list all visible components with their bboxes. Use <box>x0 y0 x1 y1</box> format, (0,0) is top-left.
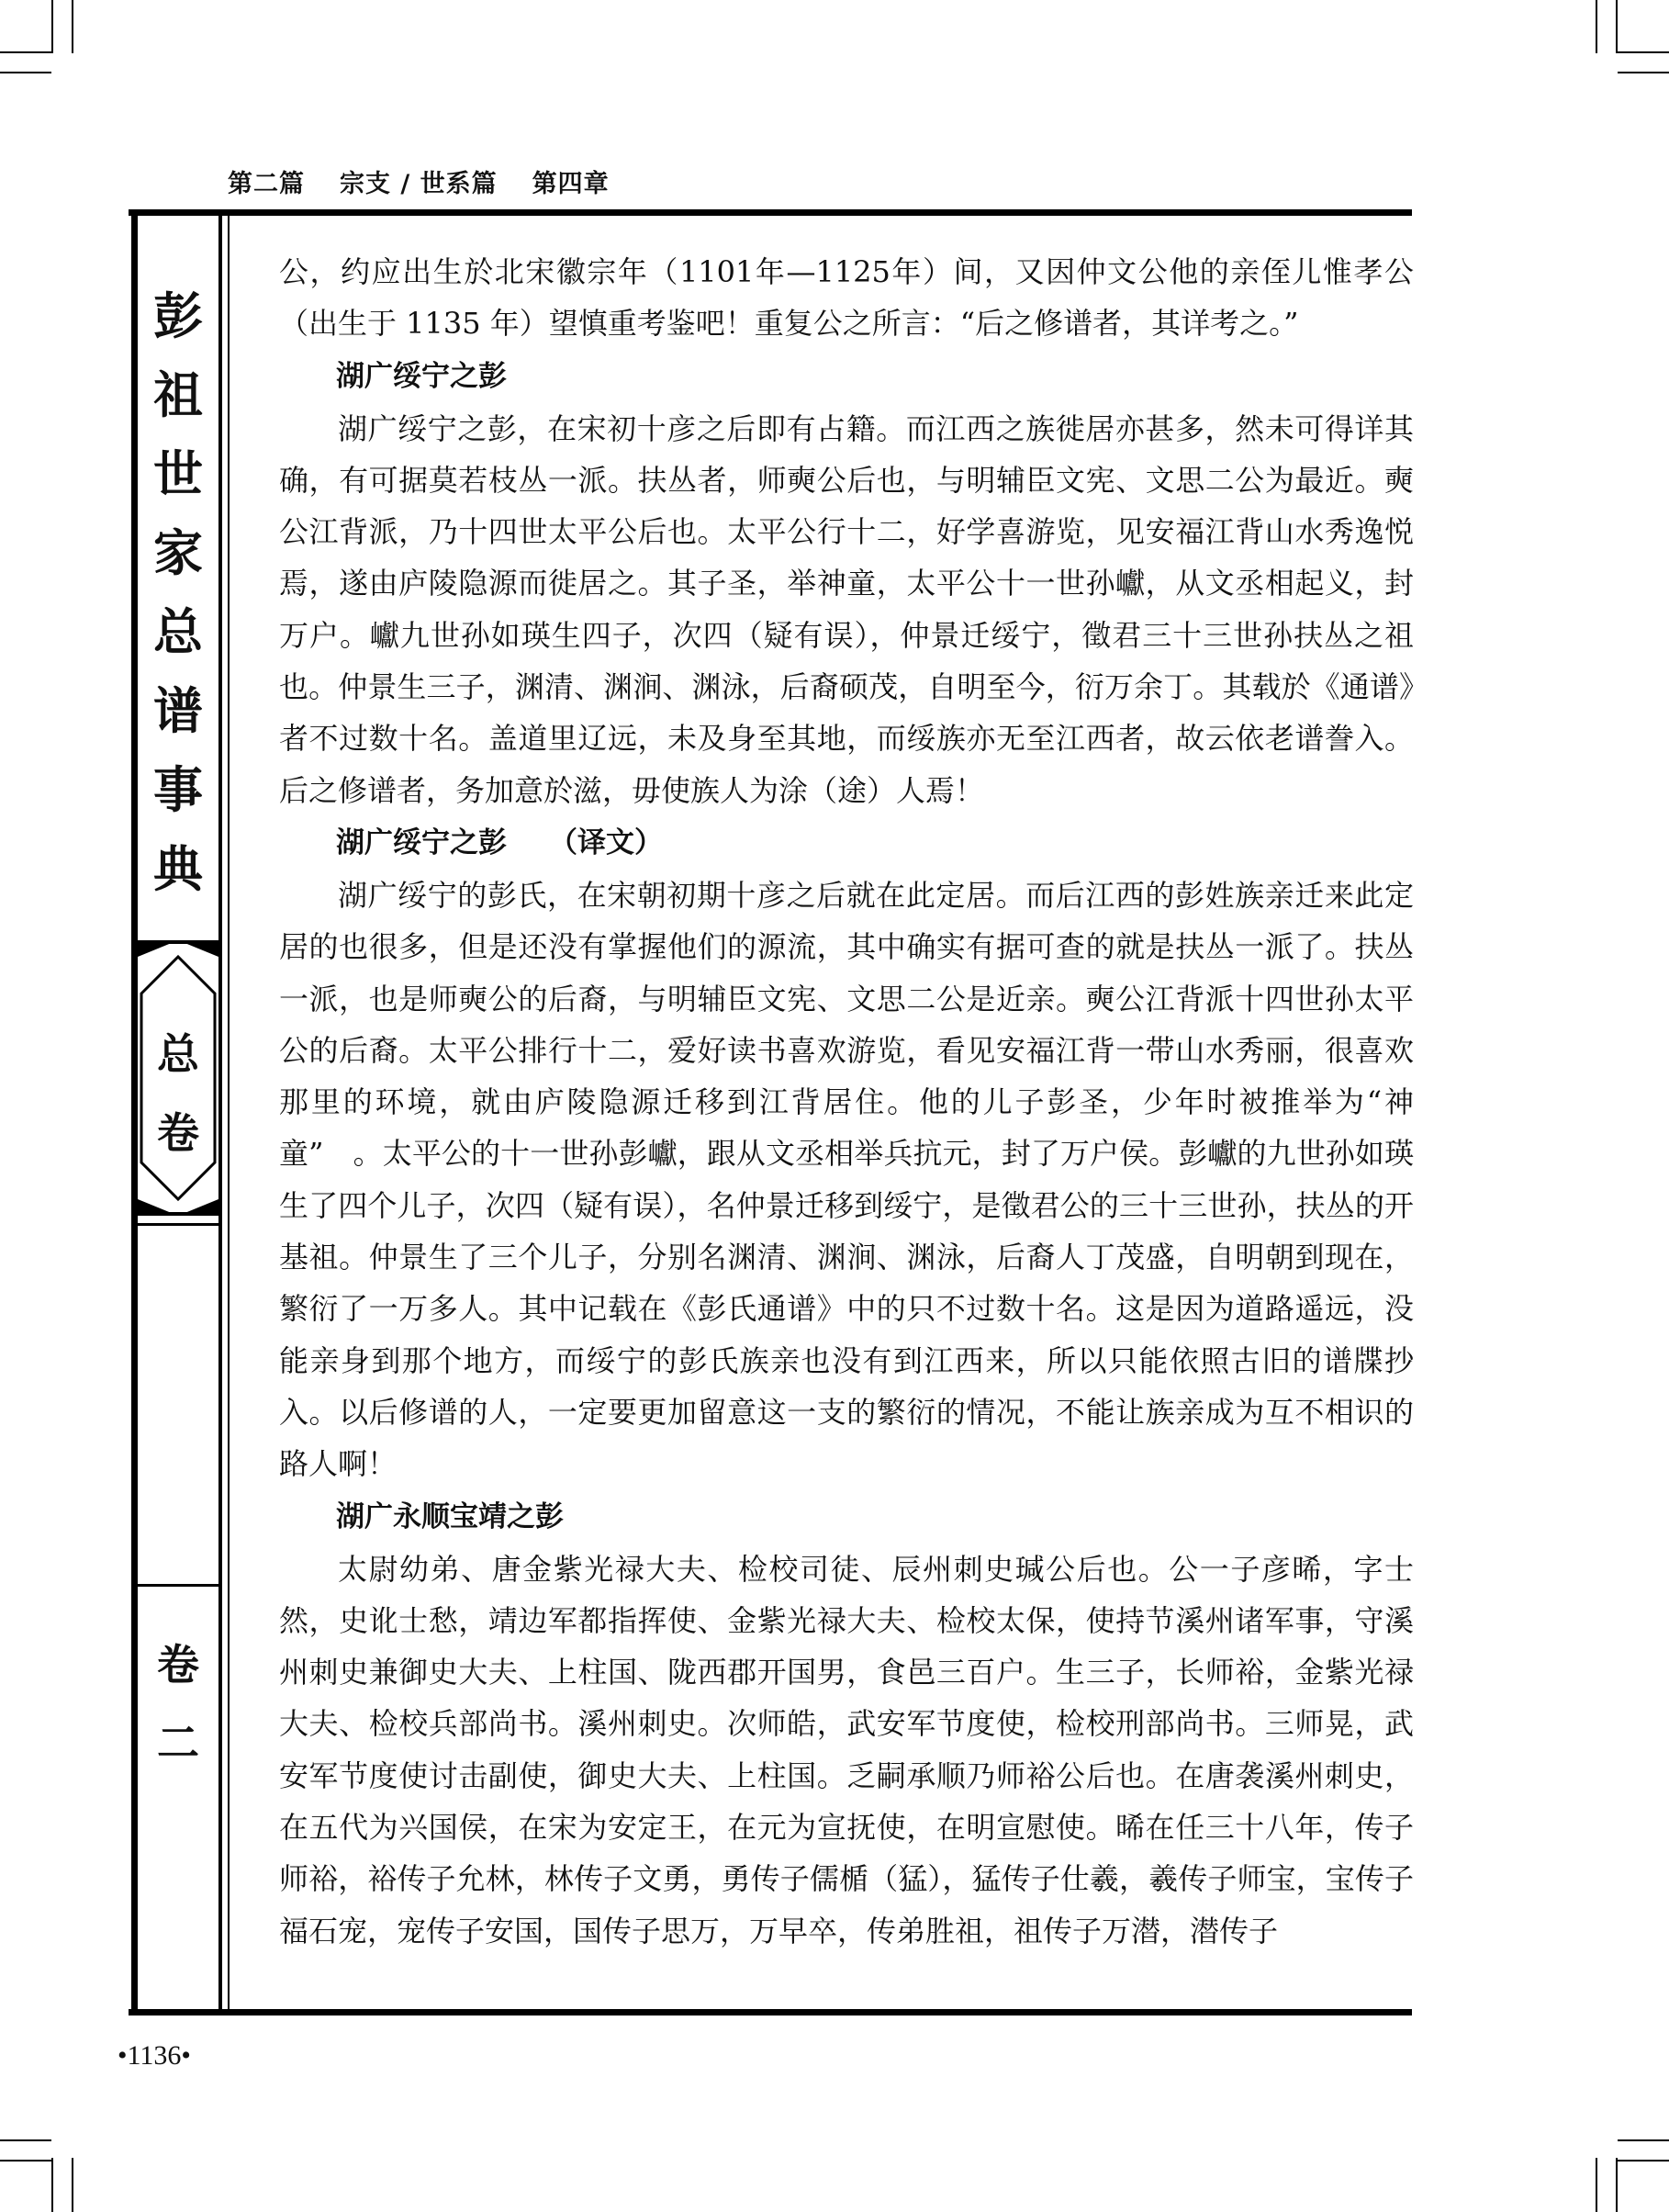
crop-mark <box>1596 2158 1597 2212</box>
crop-mark <box>0 72 51 73</box>
crop-mark <box>72 2158 73 2212</box>
page-number: •1136• <box>118 2040 191 2071</box>
translation-tag: （译文） <box>549 825 663 859</box>
heading-suining-translation <box>279 816 1414 870</box>
crop-mark <box>51 2158 53 2212</box>
book-title-vertical <box>138 277 218 909</box>
crop-mark <box>1616 0 1618 53</box>
heading-suining-translation-title: 湖广绥宁之彭 <box>336 825 507 859</box>
crop-mark <box>0 51 51 53</box>
crop-mark <box>1596 0 1597 53</box>
volume-label-juan: 卷 <box>157 1108 199 1158</box>
crop-mark <box>1618 2139 1669 2141</box>
bottom-rule <box>129 2009 1412 2016</box>
paragraph-suining: 湖广绥宁之彭，在宋初十彦之后即有占籍。而江西之族徙居亦甚多，然未可得详其确，有可据莫若枝丛一派。扶丛者，师奭公后也，与明辅臣文宪、文思二公为最近。奭公江背派，乃十四世太平公后也。太平公行十二，好学喜游览，见安福江背山水秀逸悦焉，遂由庐陵隐源而徙居之。其子圣，举神童，太平公十一世孙巘，从文丞相起义，封万户。巘九世孙如瑛生四子，次四（疑有误），仲景迁绥宁，徵君三十三世孙扶丛之祖也。仲景生三子，渊清、渊涧、渊泳，后裔硕茂，自明至今，衍万余丁。其载於《通谱》者不过数十名。盖道里辽远，未及身至其地，而绥族亦无至江西者，故云依老谱誊入。后之修谱者，务加意於滋，毋使族人为涂（途）人焉！ <box>279 410 1414 808</box>
crop-mark <box>1618 51 1669 53</box>
sidebar-divider <box>138 1223 218 1226</box>
header-section: 宗支 / 世系篇 <box>340 170 498 198</box>
crop-mark <box>1616 2158 1618 2212</box>
sidebar <box>138 213 218 2011</box>
paragraph-suining-translation: 湖广绥宁的彭氏，在宋朝初期十彦之后就在此定居。而后江西的彭姓族亲迁来此定居的也很多，但是还没有掌握他们的源流，其中确实有据可查的就是扶丛一派了。扶丛一派，也是师奭公的后裔，与明辅臣文宪、文思二公是近亲。奭公江背派十四世孙太平公的后裔。太平公排行十二，爱好读书喜欢游览，看见安福江背一带山水秀丽，很喜欢那里的环境，就由庐陵隐源迁移到江背居住。他的儿子彭圣，少年时被推举为“神童” 。太平公的十一世孙彭巘，跟从文丞相举兵抗元，封了万户侯。彭巘的九世孙如瑛生了四个儿子，次四（疑有误），名仲景迁移到绥宁，是徵君公的三十三世孙，扶丛的开基祖。仲景生了三个儿子，分别名渊清、渊涧、渊泳，后裔人丁茂盛，自明朝到现在，繁衍了一万多人。其中记载在《彭氏通谱》中的只不过数十名。这是因为道路遥远，没能亲身到那个地方，而绥宁的彭氏族亲也没有到江西来，所以只能依照古旧的谱牒抄入。以后修谱的人，一定要更加留意这一支的繁衍的情况，不能让族亲成为互不相识的路人啊！ <box>279 877 1414 1482</box>
book-title: 彭祖世家总谱事典 <box>153 287 203 898</box>
sidebar-divider <box>138 1584 218 1587</box>
top-rule <box>129 209 1412 216</box>
header-chapter: 第四章 <box>532 170 610 198</box>
sidebar-right-rule <box>218 209 222 2016</box>
crop-mark <box>51 0 53 53</box>
paragraph-intro: 公，约应出生於北宋徽宗年（1101年—1125年）间，又因仲文公他的亲侄儿惟孝公（出生于 1135 年）望慎重考鉴吧！重复公之所言：“后之修谱者，其详考之。” <box>279 254 1414 342</box>
heading-suining: 湖广绥宁之彭 <box>336 359 507 393</box>
crop-mark <box>0 2160 51 2161</box>
heading-yongshun: 湖广永顺宝靖之彭 <box>336 1499 564 1533</box>
header-part: 第二篇 <box>228 170 305 198</box>
main-text <box>279 246 1414 1957</box>
crop-mark <box>1618 2160 1669 2161</box>
crop-mark <box>1618 72 1669 73</box>
content-left-rule <box>228 209 230 2016</box>
volume-number-juan: 卷 <box>157 1640 199 1690</box>
volume-label-zong: 总 <box>157 1029 199 1079</box>
running-header <box>228 163 644 199</box>
volume-number-er: 二 <box>157 1718 199 1768</box>
sidebar-left-rule <box>131 209 138 2016</box>
crop-mark <box>0 2139 51 2141</box>
crop-mark <box>72 0 73 53</box>
paragraph-yongshun: 太尉幼弟、唐金紫光禄大夫、检校司徒、辰州刺史瑊公后也。公一子彦晞，字士然，史讹士愁，靖边军都指挥使、金紫光禄大夫、检校太保，使持节溪州诸军事，守溪州刺史兼御史大夫、上柱国、陇西郡开国男，食邑三百户。生三子，长师裕，金紫光禄大夫、检校兵部尚书。溪州刺史。次师皓，武安军节度使，检校刑部尚书。三师晃，武安军节度使讨击副使，御史大夫、上柱国。乏嗣承顺乃师裕公后也。在唐袭溪州刺史，在五代为兴国侯，在宋为安定王，在元为宣抚使，在明宣慰使。晞在任三十八年，传子师裕，裕传子允林，林传子文勇，勇传子儒楯（猛），猛传子仕羲，羲传子师宝，宝传子福石宠，宠传子安国，国传子思万，万早卒，传弟胜祖，祖传子万潜，潜传子 <box>279 1551 1414 1948</box>
